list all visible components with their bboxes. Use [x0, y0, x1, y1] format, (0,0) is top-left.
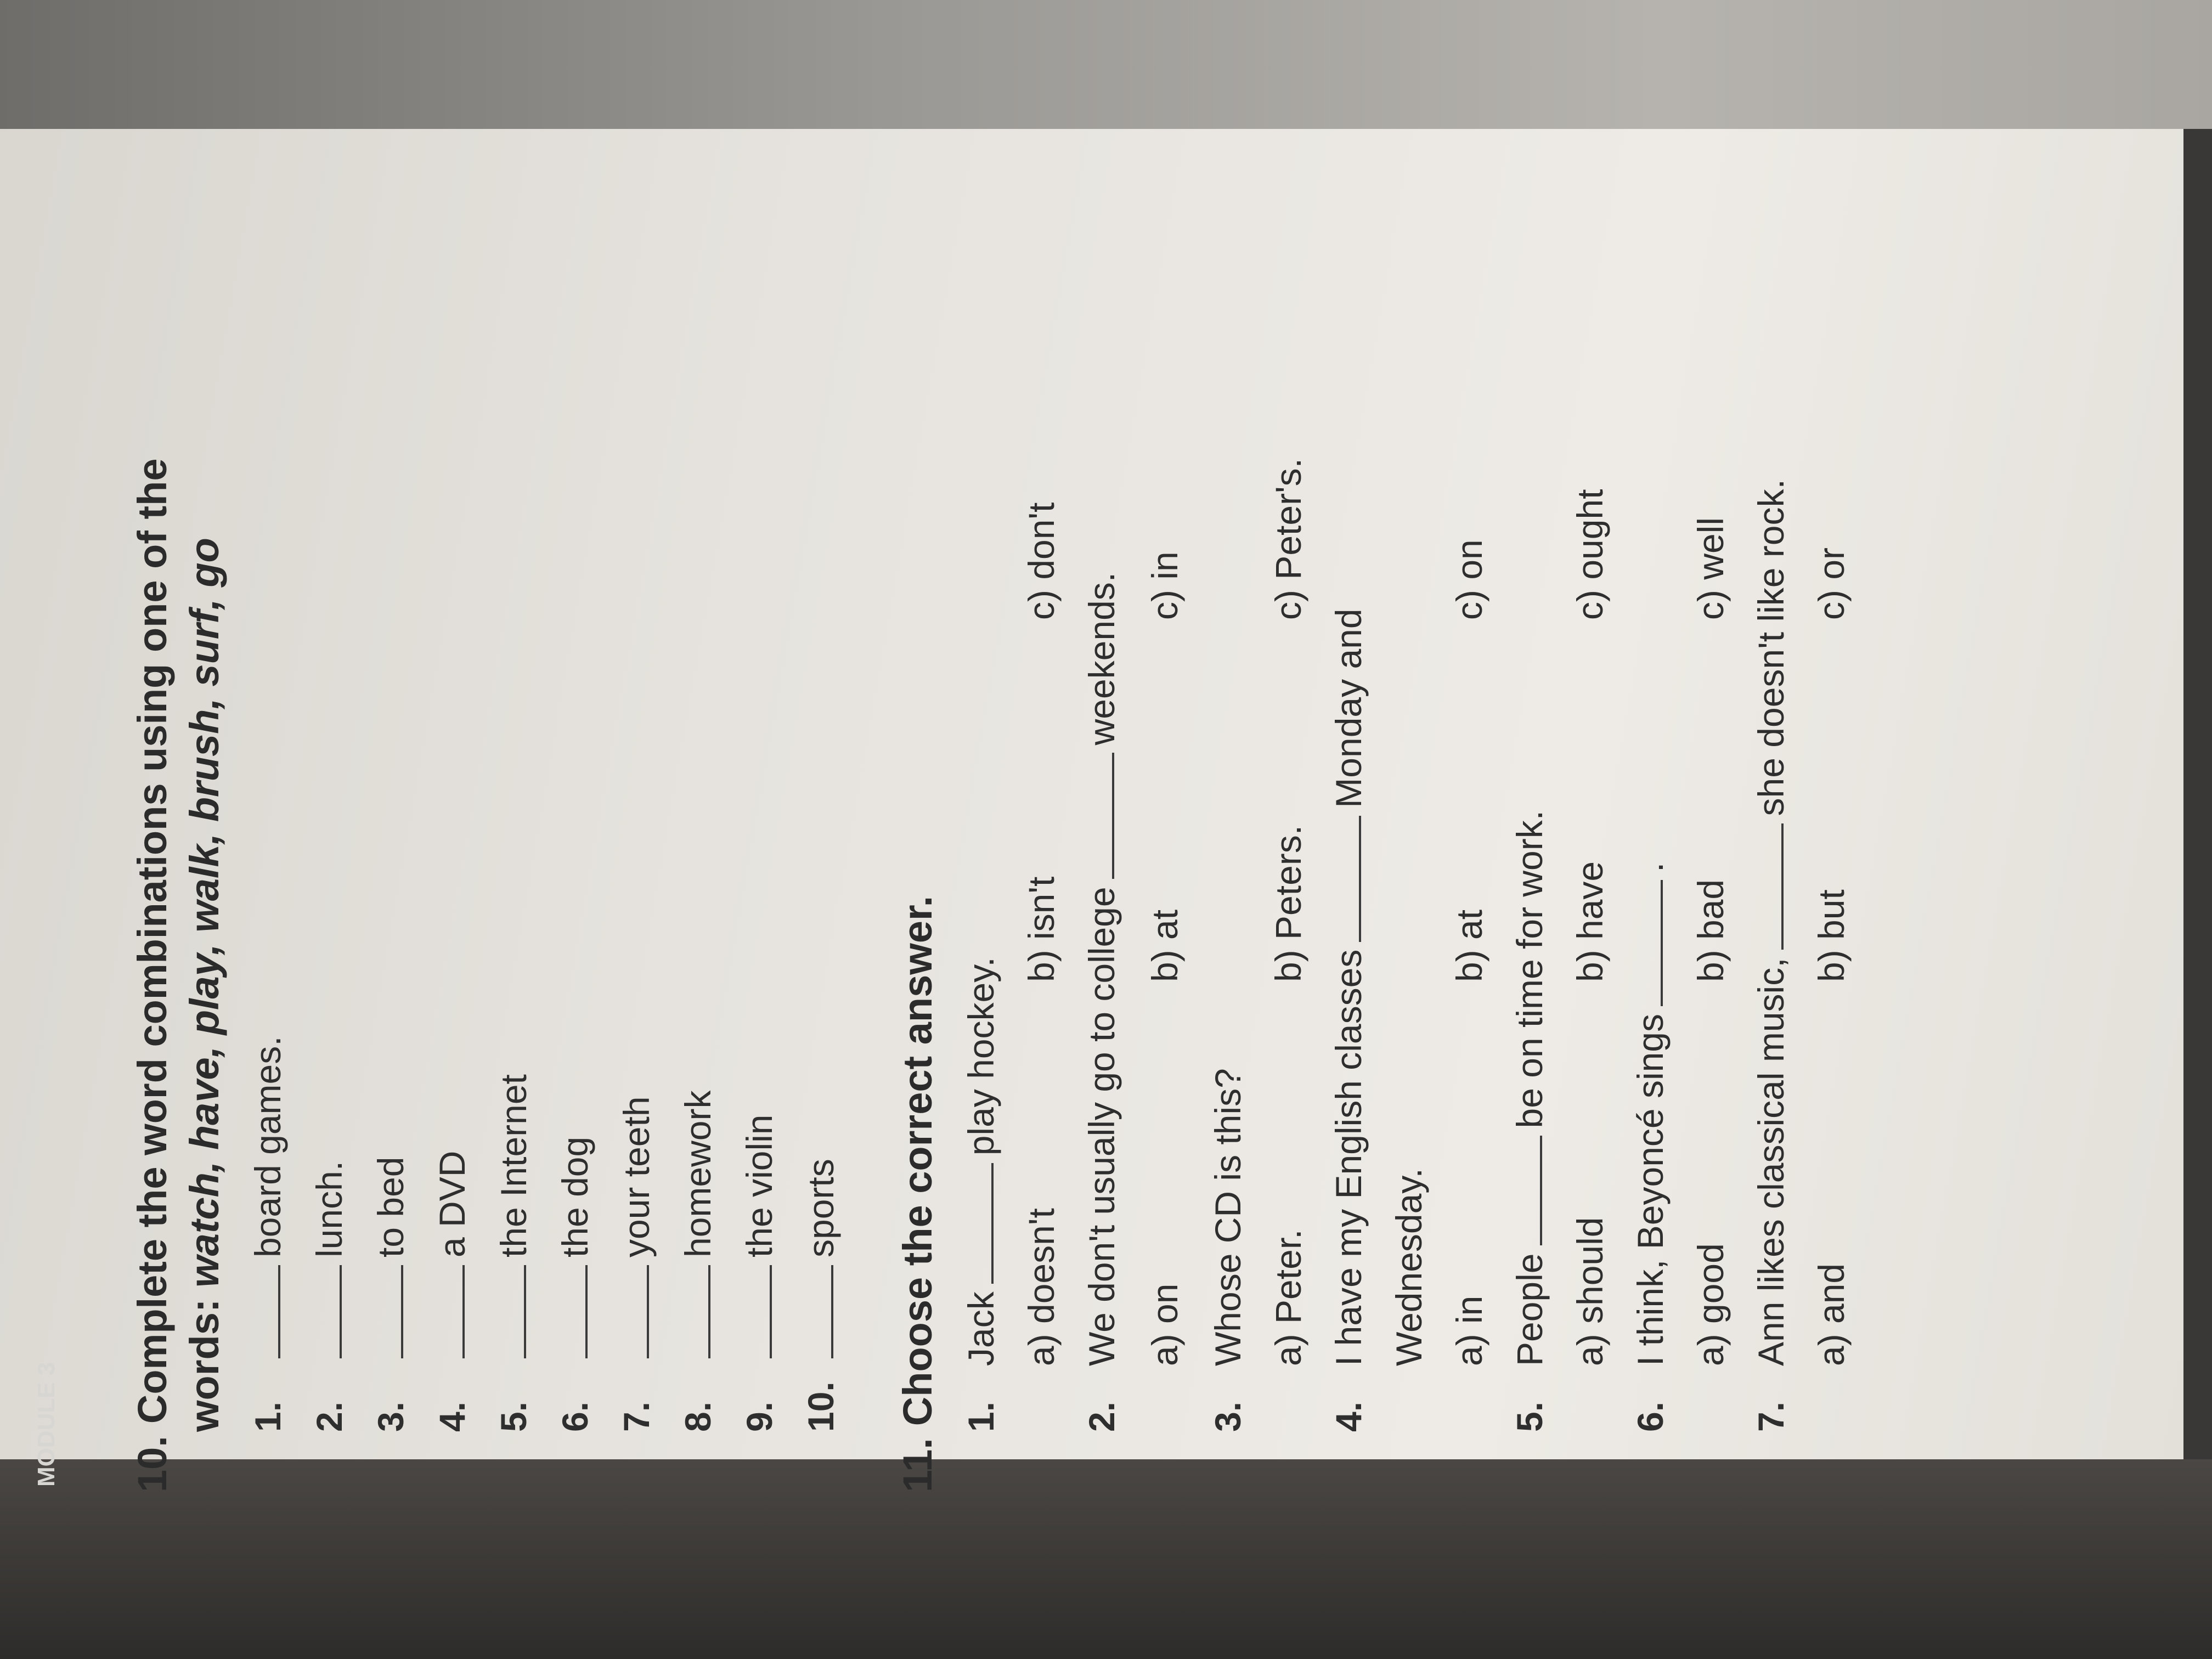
worksheet-content-continued: [22, 0, 2205, 1503]
item-text: homework: [678, 1090, 718, 1257]
question-number: 1.: [961, 1401, 1001, 1432]
item-text: your teeth: [616, 1096, 657, 1257]
option-b[interactable]: b) but: [1811, 889, 1852, 982]
question-7: [1750, 479, 1792, 1432]
item-number: 4.: [432, 1401, 472, 1432]
question-number: 7.: [1751, 1401, 1791, 1432]
answer-blank[interactable]: [1751, 823, 1784, 950]
option-b[interactable]: b) at: [1144, 909, 1185, 982]
item-number: 7.: [616, 1401, 657, 1432]
question-text: Whose CD is this?: [1207, 1068, 1248, 1366]
module-label: MODULE 3: [33, 1362, 60, 1487]
option-a[interactable]: a) should: [1570, 1217, 1610, 1366]
option-a[interactable]: a) and: [1811, 1263, 1852, 1366]
item-number: 3.: [370, 1401, 411, 1432]
exercise-11-number: 11.: [895, 1438, 940, 1492]
option-c[interactable]: c) or: [1811, 548, 1852, 620]
option-c[interactable]: c) well: [1690, 517, 1731, 620]
option-c[interactable]: c) Peter's.: [1268, 458, 1308, 620]
question-number: 6.: [1630, 1401, 1671, 1432]
question-number: 5.: [1509, 1401, 1550, 1432]
item-text: to bed: [370, 1156, 411, 1257]
word-list-prefix: words:: [182, 1287, 227, 1432]
option-a[interactable]: a) doesn't: [1021, 1208, 1062, 1366]
question-number: 2.: [1081, 1401, 1122, 1432]
option-c[interactable]: c) in: [1144, 551, 1185, 620]
exercise-11-instruction: Choose the correct answer.: [895, 895, 940, 1426]
item-number: 1.: [247, 1401, 288, 1432]
item-number: 6.: [555, 1401, 595, 1432]
question-text: be on time for work.: [1509, 810, 1550, 1128]
question-text: Ann likes classical music,: [1751, 957, 1791, 1366]
option-b[interactable]: b) Peters.: [1268, 825, 1308, 982]
question-text: Monday and: [1328, 608, 1369, 808]
item-number: 9.: [739, 1401, 780, 1432]
option-b[interactable]: b) at: [1449, 909, 1489, 982]
question-text: We don't usually go to college: [1081, 887, 1122, 1366]
word-list-words: watch, have, play, walk, brush, surf, go: [182, 538, 227, 1288]
option-c[interactable]: c) on: [1449, 539, 1489, 620]
option-c[interactable]: c) don't: [1021, 502, 1062, 620]
item-text: the violin: [739, 1114, 780, 1257]
item-text: sports: [800, 1159, 841, 1257]
answer-blank[interactable]: [1630, 880, 1663, 1006]
question-text: play hockey.: [961, 957, 1001, 1156]
question-text: People: [1509, 1253, 1550, 1366]
question-text-continued: Wednesday.: [1389, 1168, 1429, 1366]
question-5: [1509, 810, 1550, 1432]
question-text: I think, Beyoncé sings: [1630, 1013, 1671, 1366]
item-number: 10.: [800, 1381, 841, 1432]
option-a[interactable]: a) good: [1690, 1243, 1731, 1366]
item-text: a DVD: [432, 1150, 472, 1257]
item-number: 2.: [309, 1401, 349, 1432]
item-number: 5.: [493, 1401, 534, 1432]
question-text: Jack: [961, 1291, 1001, 1366]
option-a[interactable]: a) on: [1144, 1283, 1185, 1366]
option-a[interactable]: a) Peter.: [1268, 1229, 1308, 1366]
exercise-10-instruction: Complete the word combinations using one of the: [129, 458, 175, 1424]
question-text: I have my English classes: [1328, 949, 1369, 1366]
question-number: 4.: [1328, 1401, 1369, 1432]
option-b[interactable]: b) have: [1570, 861, 1610, 982]
item-text: lunch.: [309, 1160, 349, 1257]
item-text: the Internet: [493, 1074, 534, 1257]
question-text: .: [1630, 862, 1671, 872]
answer-blank[interactable]: [1509, 1136, 1542, 1245]
item-text: board games.: [247, 1036, 288, 1257]
question-number: 3.: [1207, 1401, 1248, 1432]
question-text: she doesn't like rock.: [1751, 479, 1791, 816]
option-b[interactable]: b) bad: [1690, 879, 1731, 982]
question-text: weekends.: [1081, 572, 1122, 746]
option-b[interactable]: b) isn't: [1021, 876, 1062, 982]
item-number: 8.: [678, 1401, 718, 1432]
item-text: the dog: [555, 1136, 595, 1257]
question-6: [1629, 862, 1671, 1432]
exercise-10-number: 10.: [129, 1436, 175, 1492]
option-c[interactable]: c) ought: [1570, 489, 1610, 620]
option-a[interactable]: a) in: [1449, 1295, 1489, 1366]
